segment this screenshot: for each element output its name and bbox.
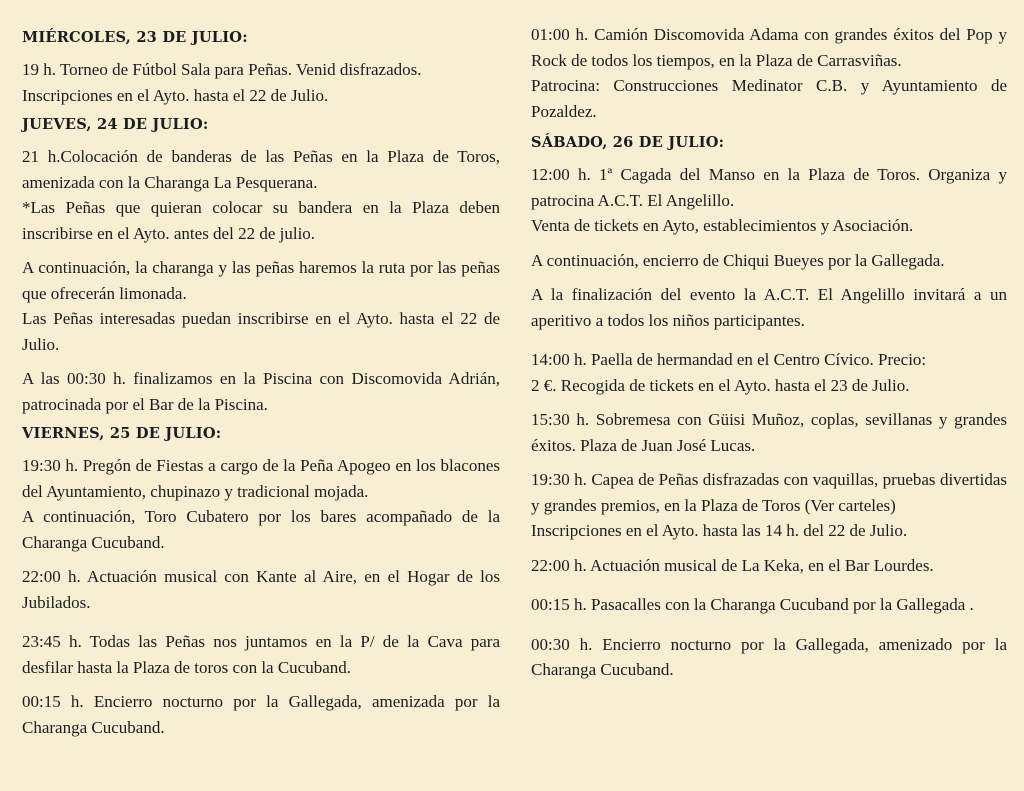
event-pasacalles: 00:15 h. Pasacalles con la Charanga Cucuband por la Gallegada .	[531, 595, 974, 614]
event-kante-al-aire: 22:00 h. Actuación musical con Kante al Aire, en el Hogar de los Jubilados.	[22, 567, 500, 612]
event-text: A continuación, la charanga y las peñas haremos la ruta por las peñas que ofrecerán limonada.	[22, 258, 500, 303]
left-column	[22, 22, 500, 749]
event-paella	[531, 347, 1007, 398]
day-heading-saturday: SÁBADO, 26 DE JULIO:	[531, 134, 725, 151]
right-column	[531, 22, 1007, 692]
day-heading-wednesday: MIÉRCOLES, 23 DE JULIO:	[22, 29, 248, 46]
event-night-encierro-saturday: 00:30 h. Encierro nocturno por la Gallegada, amenizado por la Charanga Cucuband.	[531, 634, 1007, 679]
event-text: 19:30 h. Capea de Peñas disfrazadas con vaquillas, pruebas divertidas y grandes premios, en la Plaza de Toros (Ver carteles)	[531, 470, 1007, 515]
event-note: Inscripciones en el Ayto. hasta las 14 h. del 22 de Julio.	[531, 521, 908, 540]
event-note: Venta de tickets en Ayto, establecimientos y Asociación.	[531, 216, 914, 235]
event-note: Las Peñas interesadas puedan inscribirse en el Ayto. hasta el 22 de Julio.	[22, 309, 500, 354]
event-note: *Las Peñas que quieran colocar su bandera en la Plaza deben inscribirse en el Ayto. antes del 22 de julio.	[22, 198, 500, 243]
event-sobremesa: 15:30 h. Sobremesa con Güisi Muñoz, coplas, sevillanas y grandes éxitos. Plaza de Juan José Lucas.	[531, 410, 1007, 455]
event-cagada-del-manso	[531, 162, 1007, 239]
event-night-encierro: 00:15 h. Encierro nocturno por la Gallegada, amenizada por la Charanga Cucuband.	[22, 692, 500, 737]
event-aperitivo: A la finalización del evento la A.C.T. El Angelillo invitará a un aperitivo a todos los niños participantes.	[531, 285, 1007, 330]
day-heading-thursday: JUEVES, 24 DE JULIO:	[22, 116, 209, 133]
event-pregon	[22, 453, 500, 555]
event-charanga-route	[22, 255, 500, 357]
event-flags	[22, 144, 500, 246]
event-sponsor: Patrocina: Construcciones Medinator C.B. y Ayuntamiento de Pozaldez.	[531, 76, 1007, 121]
event-la-keka: 22:00 h. Actuación musical de La Keka, en el Bar Lourdes.	[531, 555, 934, 575]
event-line: 19 h. Torneo de Fútbol Sala para Peñas. Venid disfrazados.	[22, 60, 422, 79]
event-text: 12:00 h. 1ª Cagada del Manso en la Plaza de Toros. Organiza y patrocina A.C.T. El Angelillo.	[531, 165, 1007, 210]
event-camion-discomovida	[531, 22, 1007, 124]
event-line: Inscripciones en el Ayto. hasta el 22 de Julio.	[22, 85, 329, 105]
event-text: 21 h.Colocación de banderas de las Peñas en la Plaza de Toros, amenizada con la Charanga La Pesquerana.	[22, 147, 500, 192]
day-heading-friday: VIERNES, 25 DE JULIO:	[22, 425, 222, 442]
event-capea	[531, 467, 1007, 544]
event-line: 2 €. Recogida de tickets en el Ayto. hasta el 23 de Julio.	[531, 375, 910, 395]
event-note: A continuación, Toro Cubatero por los bares acompañado de la Charanga Cucuband.	[22, 507, 500, 552]
event-parade: 23:45 h. Todas las Peñas nos juntamos en la P/ de la Cava para desfilar hasta la Plaza de toros con la Cucuband.	[22, 632, 500, 677]
event-football-tournament	[22, 57, 500, 108]
event-text: 19:30 h. Pregón de Fiestas a cargo de la Peña Apogeo en los blacones del Ayuntamiento, chupinazo y tradicional mojada.	[22, 456, 500, 501]
event-discomovida-pool: A las 00:30 h. finalizamos en la Piscina con Discomovida Adrián, patrocinada por el Bar de la Piscina.	[22, 369, 500, 414]
event-text: 01:00 h. Camión Discomovida Adama con grandes éxitos del Pop y Rock de todos los tiempos, en la Plaza de Carrasviñas.	[531, 25, 1007, 70]
event-chiqui-bueyes: A continuación, encierro de Chiqui Bueyes por la Gallegada.	[531, 250, 945, 270]
event-line: 14:00 h. Paella de hermandad en el Centro Cívico. Precio:	[531, 350, 927, 369]
